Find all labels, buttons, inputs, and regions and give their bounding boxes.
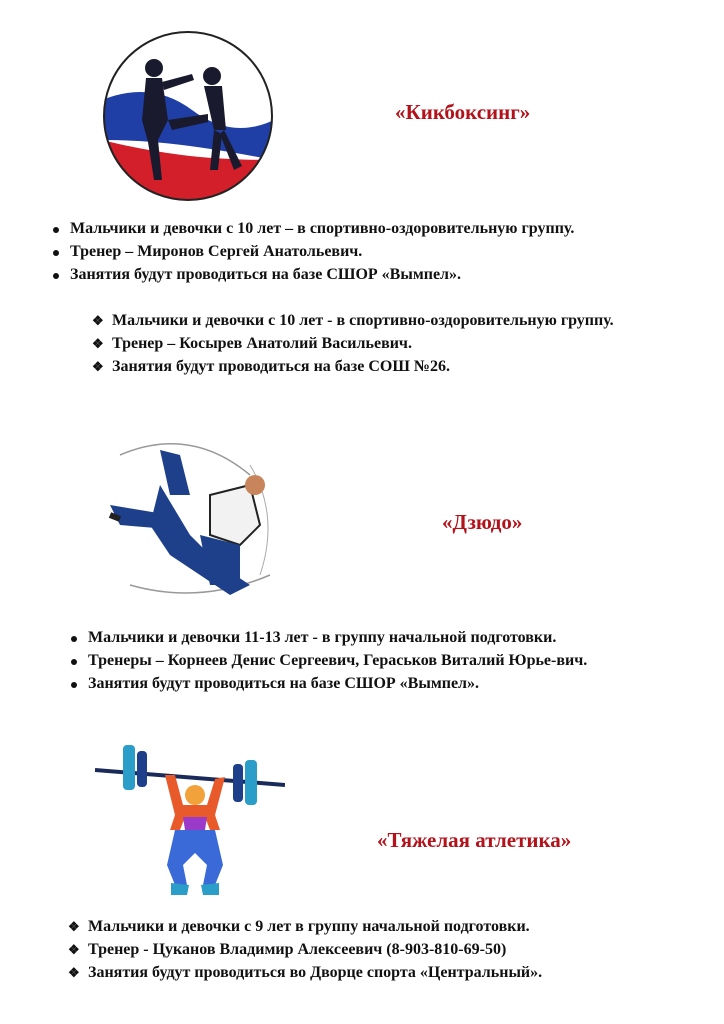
kickboxing-list-1 xyxy=(50,218,690,287)
list-item: Тренер – Миронов Сергей Анатольевич. xyxy=(50,241,690,262)
bullet-icon xyxy=(53,250,59,256)
bullet-icon xyxy=(71,636,77,642)
list-item: ❖ Мальчики и девочки с 9 лет в группу начальной подготовки. xyxy=(68,918,530,935)
list-item: ❖ Занятия будут проводиться во Дворце спорта «Центральный». xyxy=(68,964,543,981)
kickboxers-flag-icon xyxy=(102,30,274,202)
weightlifter-icon xyxy=(95,735,285,905)
kickboxing-list-2 xyxy=(92,310,682,379)
diamond-bullet-icon: ❖ xyxy=(92,336,104,351)
section-title-judo: «Дзюдо» xyxy=(442,510,523,534)
list-item: ❖ Тренер - Цуканов Владимир Алексеевич (8-903-810-69-50) xyxy=(68,941,507,958)
section-title-kickboxing: «Кикбоксинг» xyxy=(395,100,531,124)
bullet-icon xyxy=(71,659,77,665)
judo-throw-icon xyxy=(90,435,290,600)
weightlifting-image xyxy=(95,735,285,905)
kickboxing-image xyxy=(102,30,274,202)
list-item: Тренеры – Корнеев Денис Сергеевич, Гераськов Виталий Юрье-вич. xyxy=(68,650,682,671)
bullet-icon xyxy=(53,273,59,279)
judo-image xyxy=(90,435,290,600)
bullet-icon xyxy=(53,227,59,233)
list-item: ❖ Занятия будут проводиться на базе СОШ №26. xyxy=(92,358,450,375)
list-item: ❖ Тренер – Косырев Анатолий Васильевич. xyxy=(92,335,412,352)
section-title-weightlifting: «Тяжелая атлетика» xyxy=(377,828,572,852)
diamond-bullet-icon: ❖ xyxy=(68,965,80,980)
judo-list xyxy=(68,627,682,696)
list-item: ❖ Мальчики и девочки с 10 лет - в спортивно-оздоровительную группу. xyxy=(92,312,614,329)
list-item: Мальчики и девочки 11-13 лет - в группу начальной подготовки. xyxy=(68,627,682,648)
diamond-bullet-icon: ❖ xyxy=(68,919,80,934)
weightlifting-list xyxy=(68,916,698,985)
bullet-icon xyxy=(71,682,77,688)
list-item: Мальчики и девочки с 10 лет – в спортивно-оздоровительную группу. xyxy=(50,218,690,239)
list-item: Занятия будут проводиться на базе СШОР «Вымпел». xyxy=(50,264,690,285)
list-item: Занятия будут проводиться на базе СШОР «Вымпел». xyxy=(68,673,682,694)
diamond-bullet-icon: ❖ xyxy=(68,942,80,957)
diamond-bullet-icon: ❖ xyxy=(92,313,104,328)
diamond-bullet-icon: ❖ xyxy=(92,359,104,374)
